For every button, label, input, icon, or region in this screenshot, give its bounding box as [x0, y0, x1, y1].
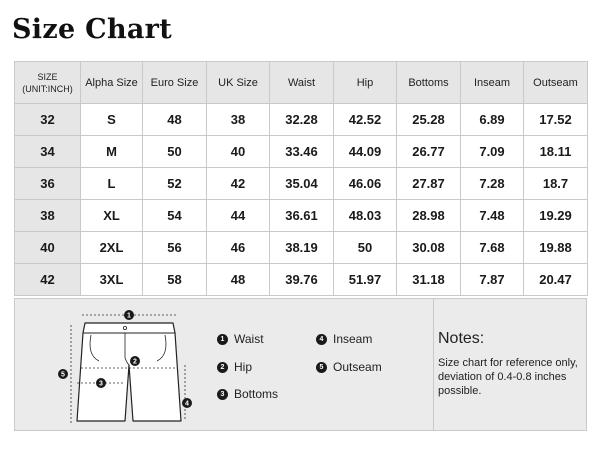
cell-hip: 50 [334, 232, 397, 264]
cell-size: 40 [15, 232, 81, 264]
diagram-marker-5 [58, 369, 68, 379]
notes-text: Size chart for reference only, deviation of 0.4-0.8 inches possible. [438, 357, 578, 397]
cell-inseam: 7.68 [461, 232, 524, 264]
cell-hip: 44.09 [334, 136, 397, 168]
legend-number: 3 [217, 389, 228, 400]
diagram-marker-4 [182, 398, 192, 408]
cell-inseam: 7.09 [461, 136, 524, 168]
header-size [15, 62, 81, 104]
header-alpha-size: Alpha Size [81, 62, 143, 104]
legend-item-outseam [316, 360, 382, 374]
cell-uk-size: 40 [207, 136, 270, 168]
table-row [15, 200, 588, 232]
diagram-marker-3-label: 3 [99, 380, 103, 388]
page-title: Size Chart [12, 14, 172, 45]
legend-number: 1 [217, 334, 228, 345]
shorts-diagram [29, 303, 201, 428]
table-row [15, 168, 588, 200]
size-table [14, 61, 588, 296]
cell-size: 36 [15, 168, 81, 200]
cell-alpha-size: 2XL [81, 232, 143, 264]
legend-label: Bottoms [234, 387, 279, 401]
cell-bottoms: 25.28 [397, 104, 461, 136]
notes-divider [433, 299, 434, 430]
cell-uk-size: 44 [207, 200, 270, 232]
notes-title: Notes: [438, 330, 485, 347]
cell-bottoms: 27.87 [397, 168, 461, 200]
cell-alpha-size: M [81, 136, 143, 168]
cell-uk-size: 42 [207, 168, 270, 200]
cell-waist: 39.76 [270, 264, 334, 296]
legend-number: 5 [316, 362, 327, 373]
diagram-marker-1-label: 1 [127, 312, 131, 320]
cell-alpha-size: 3XL [81, 264, 143, 296]
legend-label: Outseam [333, 360, 382, 374]
cell-alpha-size: L [81, 168, 143, 200]
header-outseam: Outseam [524, 62, 588, 104]
cell-outseam: 19.29 [524, 200, 588, 232]
table-row [15, 104, 588, 136]
legend-label: Inseam [333, 332, 373, 346]
cell-euro-size: 50 [143, 136, 207, 168]
diagram-marker-2 [130, 356, 140, 366]
table-row [15, 264, 588, 296]
cell-bottoms: 28.98 [397, 200, 461, 232]
cell-outseam: 20.47 [524, 264, 588, 296]
header-bottoms: Bottoms [397, 62, 461, 104]
header-waist: Waist [270, 62, 334, 104]
diagram-marker-5-label: 5 [61, 371, 65, 379]
legend-item-waist [217, 332, 264, 346]
legend-label: Waist [234, 332, 264, 346]
cell-uk-size: 48 [207, 264, 270, 296]
cell-outseam: 17.52 [524, 104, 588, 136]
cell-size: 34 [15, 136, 81, 168]
legend-number: 4 [316, 334, 327, 345]
cell-uk-size: 38 [207, 104, 270, 136]
cell-euro-size: 54 [143, 200, 207, 232]
cell-waist: 38.19 [270, 232, 334, 264]
cell-bottoms: 31.18 [397, 264, 461, 296]
cell-inseam: 7.28 [461, 168, 524, 200]
header-euro-size: Euro Size [143, 62, 207, 104]
cell-outseam: 19.88 [524, 232, 588, 264]
cell-euro-size: 48 [143, 104, 207, 136]
cell-size: 42 [15, 264, 81, 296]
diagram-marker-2-label: 2 [133, 358, 137, 366]
legend-label: Hip [234, 360, 253, 374]
header-inseam: Inseam [461, 62, 524, 104]
cell-outseam: 18.7 [524, 168, 588, 200]
cell-bottoms: 30.08 [397, 232, 461, 264]
table-row [15, 232, 588, 264]
cell-inseam: 7.48 [461, 200, 524, 232]
cell-bottoms: 26.77 [397, 136, 461, 168]
legend-item-bottoms [217, 387, 278, 401]
cell-hip: 51.97 [334, 264, 397, 296]
cell-waist: 36.61 [270, 200, 334, 232]
header-size-label: SIZE (UNIT:INCH) [22, 71, 73, 94]
cell-hip: 42.52 [334, 104, 397, 136]
cell-euro-size: 52 [143, 168, 207, 200]
cell-inseam: 6.89 [461, 104, 524, 136]
table-header-row [15, 62, 588, 104]
cell-hip: 48.03 [334, 200, 397, 232]
diagram-marker-3 [96, 378, 106, 388]
cell-euro-size: 56 [143, 232, 207, 264]
table-row [15, 136, 588, 168]
cell-alpha-size: XL [81, 200, 143, 232]
cell-waist: 32.28 [270, 104, 334, 136]
cell-euro-size: 58 [143, 264, 207, 296]
header-hip: Hip [334, 62, 397, 104]
cell-size: 38 [15, 200, 81, 232]
legend-number: 2 [217, 362, 228, 373]
cell-waist: 33.46 [270, 136, 334, 168]
cell-size: 32 [15, 104, 81, 136]
cell-uk-size: 46 [207, 232, 270, 264]
diagram-marker-1 [124, 310, 134, 320]
cell-hip: 46.06 [334, 168, 397, 200]
cell-alpha-size: S [81, 104, 143, 136]
diagram-marker-4-label: 4 [185, 400, 189, 408]
header-uk-size: UK Size [207, 62, 270, 104]
cell-waist: 35.04 [270, 168, 334, 200]
legend-item-hip [217, 360, 252, 374]
cell-outseam: 18.11 [524, 136, 588, 168]
cell-inseam: 7.87 [461, 264, 524, 296]
legend-item-inseam [316, 332, 372, 346]
